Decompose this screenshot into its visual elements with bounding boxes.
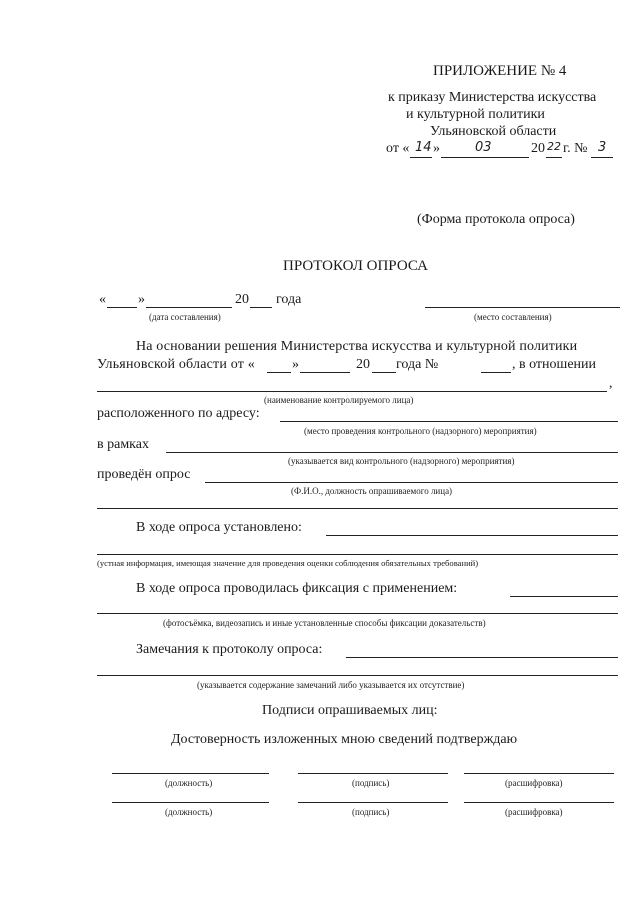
remarks-line [346,657,618,658]
form-note: (Форма протокола опроса) [417,212,575,227]
protocol-year-prefix: 20 [235,292,249,307]
basis-number-line [481,372,511,373]
basis-month-line [300,372,350,373]
document-title: ПРОТОКОЛ ОПРОСА [283,258,428,274]
decode-line [464,802,614,803]
date-close-quote-2: » [138,292,145,307]
survey-label: проведён опрос [97,467,191,482]
date-number-value: 3 [598,140,607,155]
remarks-caption: (указывается содержание замечаний либо указывается их отсутствие) [197,680,465,690]
basis-year-line [372,372,396,373]
position-caption: (должность) [165,778,213,788]
established-extra-line [97,554,618,555]
date-year-prefix: 20 [531,141,545,156]
date-open-quote: « [99,292,106,307]
established-caption: (устная информация, имеющая значение для проведения оценки соблюдения обязательных требований) [97,558,479,568]
signature-caption: (подпись) [352,807,390,817]
basis-close-quote: » [292,357,299,372]
survey-caption: (Ф.И.О., должность опрашиваемого лица) [291,486,453,496]
signatures-heading: Подписи опрашиваемых лиц: [262,703,438,718]
basis-relation-label: , в отношении [512,357,597,372]
address-label: расположенного по адресу: [97,406,260,421]
subject-line [97,391,607,392]
date-day-value: 14 [415,140,432,155]
protocol-month-line [146,307,232,308]
subject-comma: , [609,376,613,391]
date-number-label: г. № [563,141,588,156]
within-caption: (указывается вид контрольного (надзорного) мероприятия) [288,456,515,466]
order-line-2: и культурной политики [406,107,545,122]
address-caption: (место проведения контрольного (надзорного) мероприятия) [304,426,537,436]
fixation-line [510,596,618,597]
remarks-extra-line [97,675,618,676]
date-number-line [591,157,613,158]
place-caption: (место составления) [474,312,552,322]
order-line-3: Ульяновской области [430,124,557,139]
protocol-year-word: года [276,292,302,307]
confirmation-text: Достоверность изложенных мною сведений подтверждаю [171,732,518,747]
date-from-label: от « [386,141,410,156]
within-label: в рамках [97,437,149,452]
protocol-day-line [107,307,137,308]
date-close-quote: » [433,141,440,156]
position-line [112,802,269,803]
decode-caption: (расшифровка) [505,807,563,817]
position-line [112,773,269,774]
fixation-caption: (фотосъёмка, видеозапись и иные установленные способы фиксации доказательств) [163,618,486,628]
address-line [280,421,618,422]
date-year-value: 22 [547,140,561,153]
date-caption: (дата составления) [149,312,221,322]
date-day-line [410,157,432,158]
date-month-value: 03 [475,140,492,155]
within-line [166,452,618,453]
basis-year-prefix: 20 [356,357,370,372]
date-month-line [441,157,529,158]
survey-line [205,482,618,483]
basis-from-label: Ульяновской области от « [97,357,255,372]
date-year-line [546,157,562,158]
remarks-label: Замечания к протоколу опроса: [136,642,323,657]
basis-day-line [267,372,291,373]
established-label: В ходе опроса установлено: [136,520,302,535]
signature-line [298,773,448,774]
position-caption: (должность) [165,807,213,817]
fixation-label: В ходе опроса проводилась фиксация с применением: [136,581,458,596]
decode-line [464,773,614,774]
signature-caption: (подпись) [352,778,390,788]
basis-number-label: года № [396,357,439,372]
order-line-1: к приказу Министерства искусства [388,90,597,105]
protocol-year-line [250,307,272,308]
protocol-place-line [425,307,620,308]
signature-line [298,802,448,803]
fixation-extra-line [97,613,618,614]
survey-extra-line [97,508,618,509]
decode-caption: (расшифровка) [505,778,563,788]
subject-caption: (наименование контролируемого лица) [264,395,414,405]
established-line [326,535,618,536]
basis-line-1: На основании решения Министерства искусства и культурной политики [136,339,578,354]
annex-number: ПРИЛОЖЕНИЕ № 4 [433,63,567,79]
